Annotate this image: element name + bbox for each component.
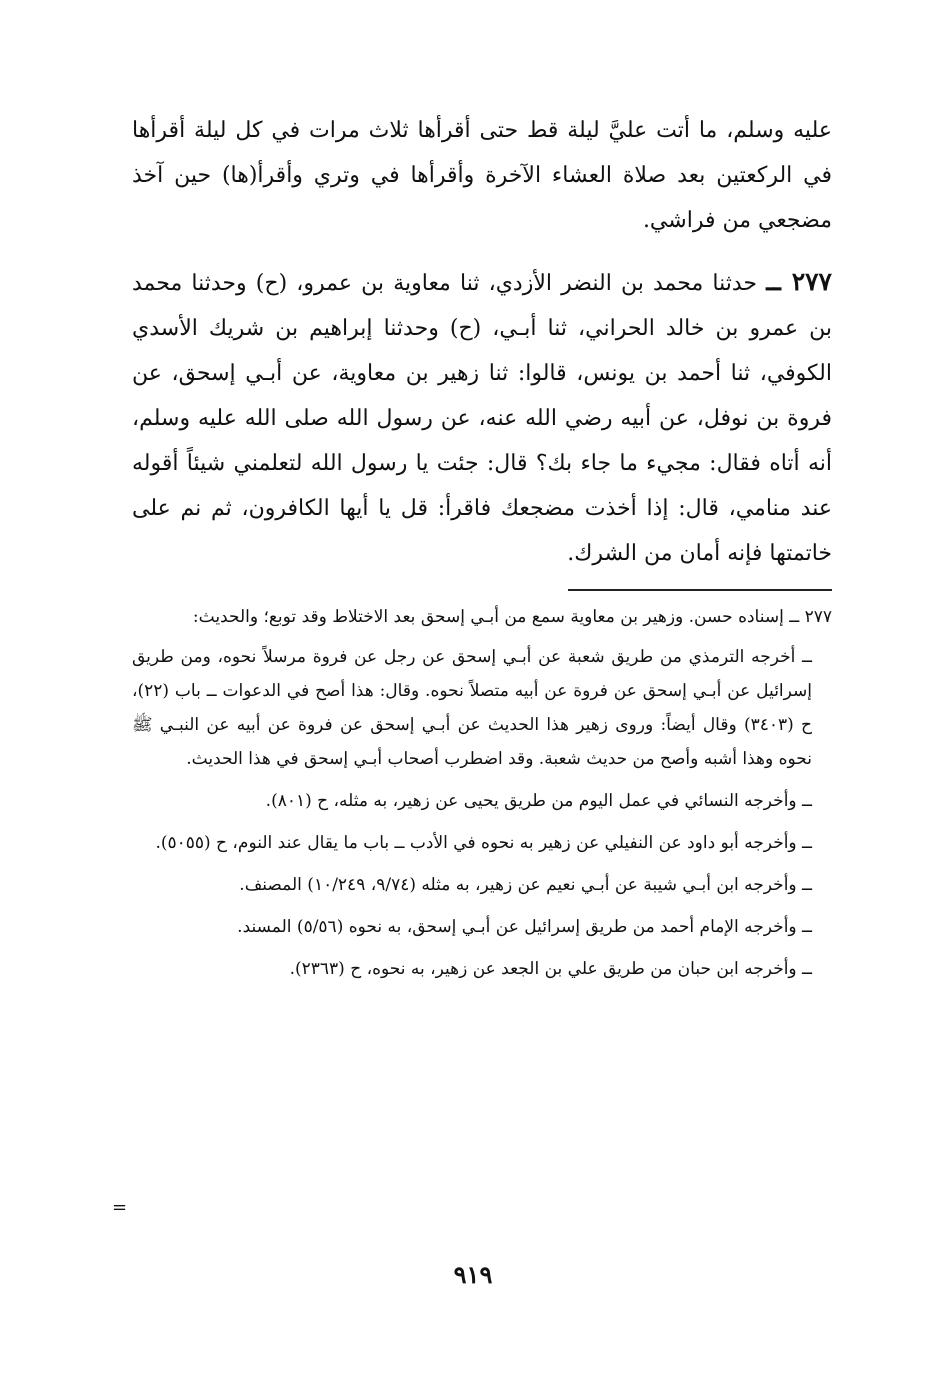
footnote-item: ــ وأخرجه ابن أبـي شيبة عن أبـي نعيم عن زهير، به مثله (٩/٧٤، ١٠/٢٤٩) المصنف. bbox=[239, 875, 812, 895]
footnote-item: ــ وأخرجه النسائي في عمل اليوم من طريق يحيى عن زهير، به مثله، ح (٨٠١). bbox=[265, 791, 812, 811]
footnotes bbox=[132, 600, 832, 994]
footnote-item: ــ وأخرجه أبو داود عن النفيلي عن زهير به نحوه في الأدب ــ باب ما يقال عند النوم، ح (٥٠٥٥). bbox=[155, 833, 812, 853]
paragraph-continuation: عليه وسلم، ما أتت عليَّ ليلة قط حتى أقرأها ثلاث مرات في كل ليلة أقرأها في الركعتين بعد صلاة العشاء الآخرة وأقرأها في وتري وأقرأ(ها) حين آخذ مضجعي من فراشي. bbox=[132, 118, 832, 233]
footnote-item: ــ وأخرجه الإمام أحمد من طريق إسرائيل عن أبـي إسحق، به نحوه (٥/٥٦) المسند. bbox=[237, 917, 812, 937]
hadith-number: ٢٧٧ ــ bbox=[766, 267, 832, 296]
footnote-item: ــ وأخرجه ابن حبان من طريق علي بن الجعد عن زهير، به نحوه، ح (٢٣٦٣). bbox=[289, 959, 812, 979]
footnote-lead: ٢٧٧ ــ إسناده حسن. وزهير بن معاوية سمع من أبـي إسحق بعد الاختلاط وقد توبع؛ والحديث: bbox=[192, 607, 832, 627]
page-number: ٩١٩ bbox=[453, 1260, 493, 1289]
hadith-paragraph bbox=[132, 259, 832, 576]
main-text bbox=[132, 108, 832, 576]
footnote-item: ــ أخرجه الترمذي من طريق شعبة عن أبـي إسحق عن رجل عن فروة مرسلاً نحوه، ومن طريق إسرائيل عن أبـي إسحق عن فروة عن أبيه متصلاً نحوه. وقال: هذا أصح في الدعوات ــ باب (٢٢)، ح (٣٤٠٣) وقال أيضاً: وروى زهير هذا الحديث عن أبـي إسحق عن فروة عن أبيه عن النبـي ﷺ نحوه وهذا أشبه وأصح من حديث شعبة. وقد اضطرب أصحاب أبـي إسحق في هذا الحديث. bbox=[132, 647, 812, 769]
hadith-text: حدثنا محمد بن النضر الأزدي، ثنا معاوية بن عمرو، (ح) وحدثنا محمد بن عمرو بن خالد الحراني، ثنا أبـي، (ح) وحدثنا إبراهيم بن شريك الأسدي الكوفي، ثنا أحمد بن يونس، قالوا: ثنا زهير بن معاوية، عن أبـي إسحق، عن فروة بن نوفل، عن أبيه رضي الله عنه، عن رسول الله صلى الله عليه وسلم، أنه أتاه فقال: مجيء ما جاء بك؟ قال: جئت يا رسول الله لتعلمني شيئاً أقوله عند منامي، قال: إذا أخذت مضجعك فاقرأ: قل يا أيها الكافرون، ثم نم على خاتمتها فإنه أمان من الشرك. bbox=[132, 271, 832, 566]
footnote-separator bbox=[568, 589, 832, 591]
continuation-mark: = bbox=[112, 1197, 128, 1218]
